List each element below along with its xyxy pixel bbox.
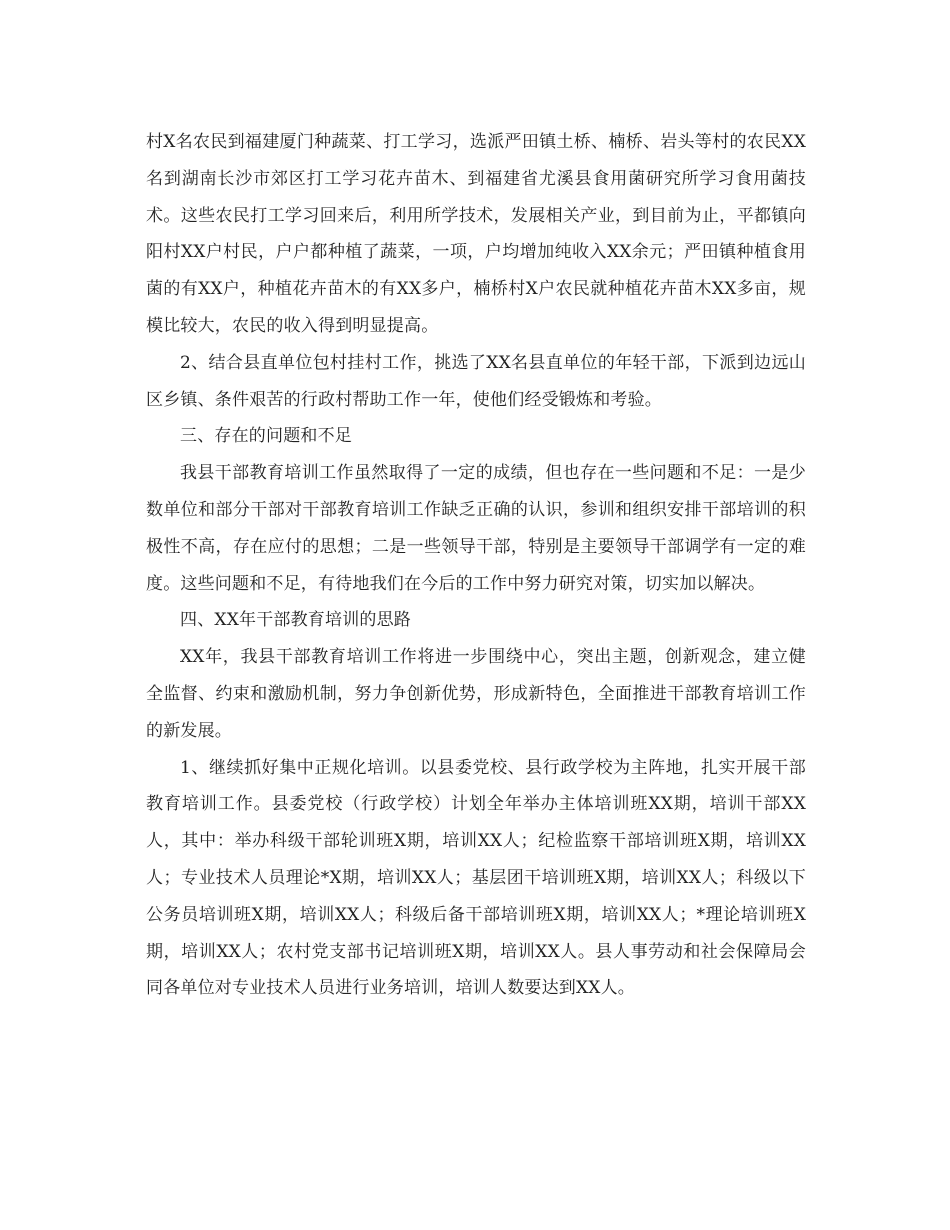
paragraph-problems: 我县干部教育培训工作虽然取得了一定的成绩，但也存在一些问题和不足：一是少数单位和部分干部对干部教育培训工作缺乏正确的认识，参训和组织安排干部培训的积极性不高，存在应付的思想；二是一些领导干部，特别是主要领导干部调学有一定的难度。这些问题和不足，有待地我们在今后的工作中努力研究对策，切实加以解决。: [146, 463, 806, 594]
section-heading-problems: 三、存在的问题和不足: [180, 426, 352, 447]
document-body: [146, 124, 806, 1007]
section-heading-plan: 四、XX年干部教育培训的思路: [180, 610, 412, 631]
paragraph-plan-training: 1、继续抓好集中正规化培训。以县委党校、县行政学校为主阵地，扎实开展干部教育培训工作。县委党校（行政学校）计划全年举办主体培训班XX期，培训干部XX人，其中：举办科级干部轮训班X期，培训XX人；纪检监察干部培训班X期，培训XX人；专业技术人员理论*X期，培训XX人；基层团干培训班X期，培训XX人；科级以下公务员培训班X期，培训XX人；科级后备干部培训班X期，培训XX人；*理论培训班X期，培训XX人；农村党支部书记培训班X期，培训XX人。县人事劳动和社会保障局会同各单位对专业技术人员进行业务培训，培训人数要达到XX人。: [146, 757, 806, 999]
paragraph-village-cadres: 2、结合县直单位包村挂村工作，挑选了XX名县直单位的年轻干部，下派到边远山区乡镇、条件艰苦的行政村帮助工作一年，使他们经受锻炼和考验。: [146, 352, 806, 410]
paragraph-plan-intro: XX年，我县干部教育培训工作将进一步围绕中心，突出主题，创新观念，建立健全监督、约束和激励机制，努力争创新优势，形成新特色，全面推进干部教育培训工作的新发展。: [146, 647, 806, 741]
paragraph-continuation: 村X名农民到福建厦门种蔬菜、打工学习，选派严田镇土桥、楠桥、岩头等村的农民XX名到湖南长沙市郊区打工学习花卉苗木、到福建省尤溪县食用菌研究所学习食用菌技术。这些农民打工学习回来后，利用所学技术，发展相关产业，到目前为止，平都镇向阳村XX户村民，户户都种植了蔬菜，一项，户均增加纯收入XX余元；严田镇种植食用菌的有XX户，种植花卉苗木的有XX多户，楠桥村X户农民就种植花卉苗木XX多亩，规模比较大，农民的收入得到明显提高。: [146, 132, 806, 336]
